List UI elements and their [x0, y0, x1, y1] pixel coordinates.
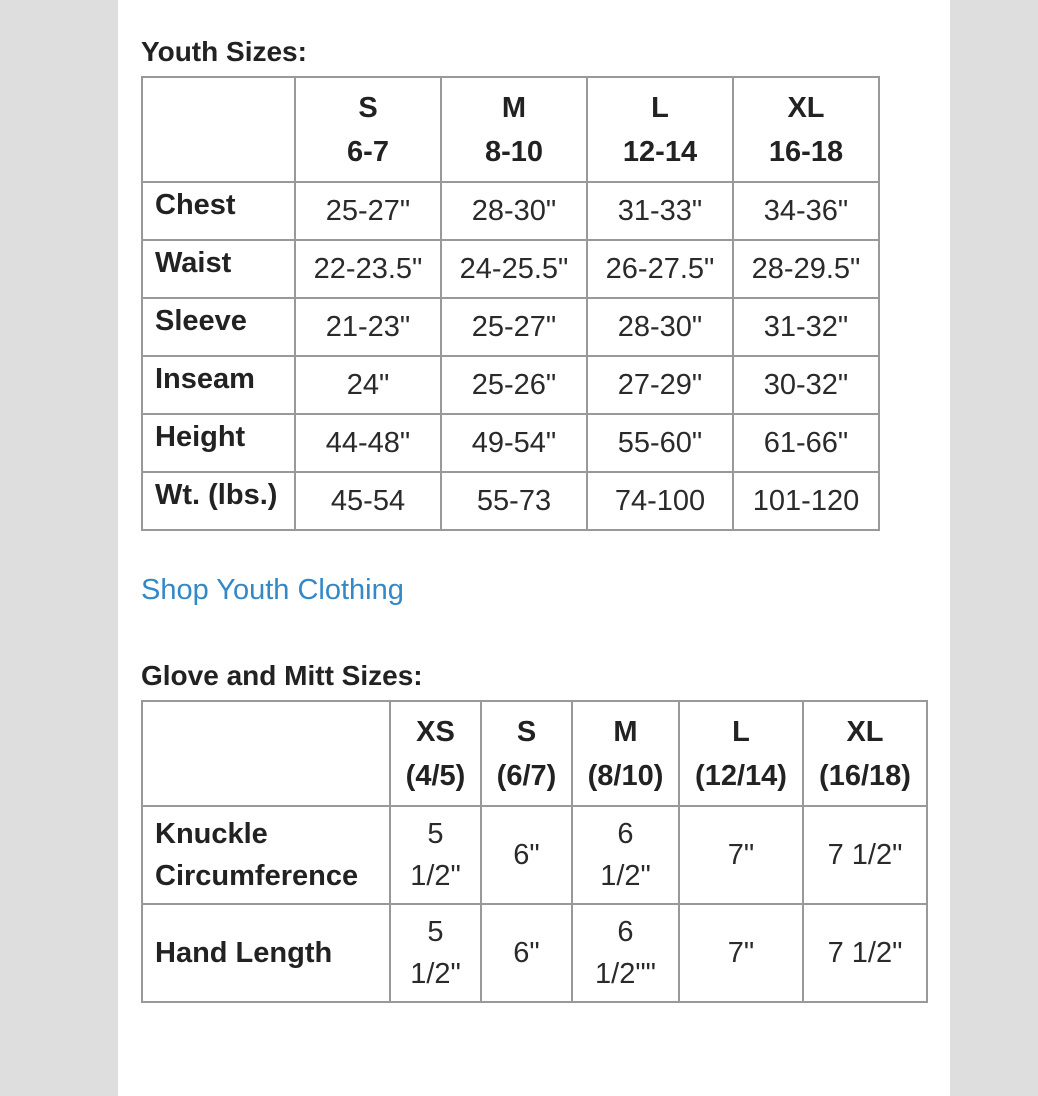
table-cell: 7 1/2"	[803, 904, 927, 1002]
row-label-sleeve: Sleeve	[142, 292, 295, 350]
size-header-xl: XL (16/18)	[803, 701, 927, 806]
table-row	[142, 414, 879, 472]
table-cell: 25-27"	[441, 298, 587, 356]
table-header-row	[142, 77, 879, 182]
table-row	[142, 806, 927, 904]
row-label-height: Height	[142, 408, 295, 466]
page-content	[118, 0, 950, 1096]
table-cell: 7 1/2"	[803, 806, 927, 904]
table-cell: 55-60"	[587, 414, 733, 472]
row-label-inseam: Inseam	[142, 350, 295, 408]
table-cell: 34-36"	[733, 182, 879, 240]
table-cell: 6"	[481, 904, 572, 1002]
table-cell: 61-66"	[733, 414, 879, 472]
empty-header-cell	[142, 701, 390, 806]
table-row	[142, 240, 879, 298]
table-cell: 6 1/2""	[572, 904, 679, 1002]
table-cell: 25-26"	[441, 356, 587, 414]
table-cell: 7"	[679, 806, 803, 904]
table-cell: 31-32"	[733, 298, 879, 356]
size-header-m: M (8/10)	[572, 701, 679, 806]
table-cell: 49-54"	[441, 414, 587, 472]
table-cell: 31-33"	[587, 182, 733, 240]
glove-size-table	[141, 700, 928, 1003]
table-cell: 26-27.5"	[587, 240, 733, 298]
table-cell: 45-54	[295, 472, 441, 530]
table-cell: 28-30"	[441, 182, 587, 240]
size-header-m: M 8-10	[441, 77, 587, 182]
row-label-knuckle-circumference: Knuckle Circumference	[142, 806, 390, 904]
size-header-l: L 12-14	[587, 77, 733, 182]
row-label-waist: Waist	[142, 234, 295, 292]
table-cell: 24-25.5"	[441, 240, 587, 298]
table-row	[142, 472, 879, 530]
size-header-l: L (12/14)	[679, 701, 803, 806]
table-row	[142, 356, 879, 414]
table-cell: 55-73	[441, 472, 587, 530]
row-label-hand-length: Hand Length	[142, 904, 390, 1002]
table-cell: 21-23"	[295, 298, 441, 356]
empty-header-cell	[142, 77, 295, 182]
table-cell: 30-32"	[733, 356, 879, 414]
table-cell: 6"	[481, 806, 572, 904]
table-row	[142, 298, 879, 356]
glove-sizes-heading: Glove and Mitt Sizes:	[141, 660, 423, 691]
row-label-chest: Chest	[142, 176, 295, 234]
table-header-row	[142, 701, 927, 806]
table-cell: 27-29"	[587, 356, 733, 414]
row-label-weight: Wt. (lbs.)	[142, 466, 295, 524]
shop-youth-clothing-link[interactable]: Shop Youth Clothing	[141, 574, 404, 606]
size-header-s: S (6/7)	[481, 701, 572, 806]
table-cell: 24"	[295, 356, 441, 414]
youth-size-table	[141, 76, 880, 531]
table-cell: 101-120	[733, 472, 879, 530]
table-cell: 28-30"	[587, 298, 733, 356]
table-cell: 22-23.5"	[295, 240, 441, 298]
table-cell: 6 1/2"	[572, 806, 679, 904]
table-cell: 25-27"	[295, 182, 441, 240]
table-cell: 74-100	[587, 472, 733, 530]
size-header-s: S 6-7	[295, 77, 441, 182]
table-cell: 5 1/2"	[390, 904, 481, 1002]
youth-sizes-heading: Youth Sizes:	[141, 36, 307, 67]
size-header-xl: XL 16-18	[733, 77, 879, 182]
table-cell: 28-29.5"	[733, 240, 879, 298]
table-cell: 5 1/2"	[390, 806, 481, 904]
table-row	[142, 182, 879, 240]
size-header-xs: XS (4/5)	[390, 701, 481, 806]
table-row	[142, 904, 927, 1002]
table-cell: 7"	[679, 904, 803, 1002]
table-cell: 44-48"	[295, 414, 441, 472]
